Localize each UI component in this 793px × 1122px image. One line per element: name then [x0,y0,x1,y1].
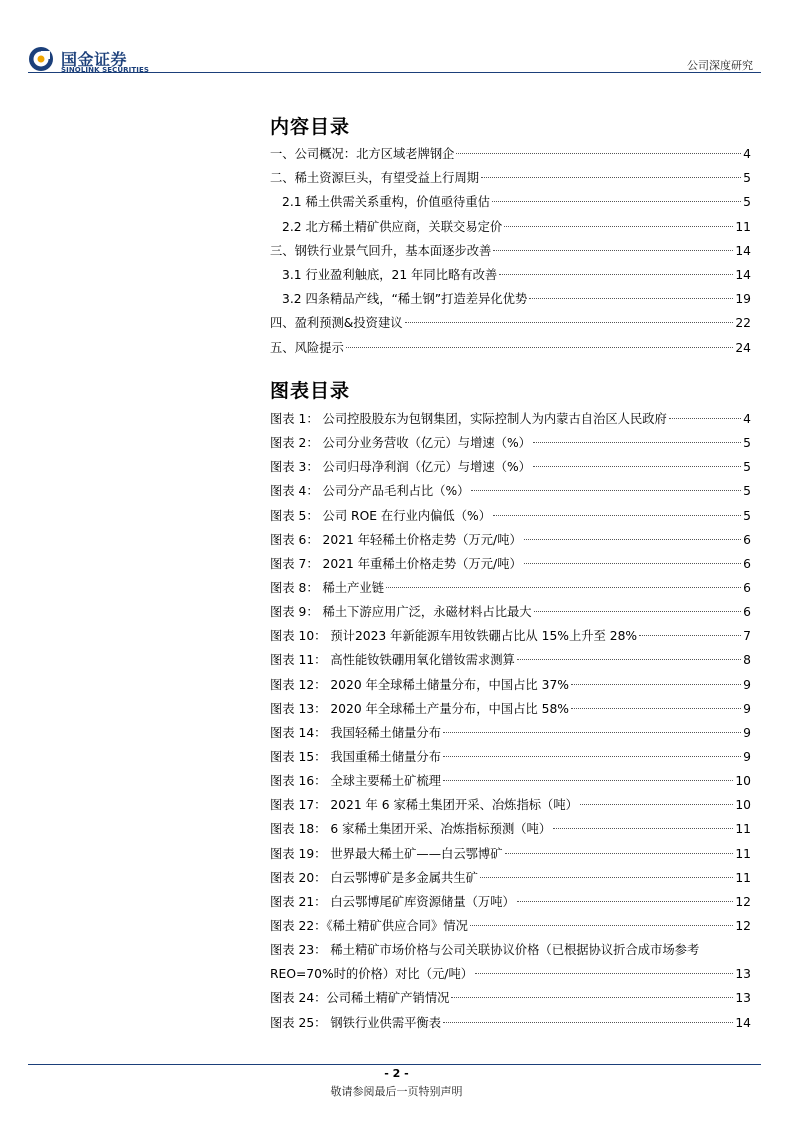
entry-page-number: 9 [743,677,751,692]
figure-entry[interactable] [270,721,751,745]
dot-leader [475,973,733,974]
figure-entry[interactable] [270,890,751,914]
entry-page-number: 11 [735,822,751,837]
page-header [0,0,793,80]
entry-page-number: 5 [743,436,751,451]
toc-entry[interactable] [270,142,751,166]
entry-label: 图表 3： 公司归母净利润（亿元）与增速（%） [270,460,531,475]
figure-entry[interactable] [270,914,751,938]
dot-leader [524,539,741,540]
dot-leader [481,177,741,178]
brand-name-en: SINOLINK SECURITIES [61,66,149,74]
entry-page-number: 4 [743,147,751,161]
entry-label: 2.2 北方稀土精矿供应商，关联交易定价 [282,219,503,234]
toc-entry[interactable] [270,215,751,239]
entry-label: 五、风险提示 [270,340,344,355]
figure-entry[interactable] [270,600,751,624]
entry-label: 图表 4： 公司分产品毛利占比（%） [270,484,470,499]
dot-leader [443,756,741,757]
figure-entry[interactable] [270,431,751,455]
entry-label: 图表 9： 稀土下游应用广泛，永磁材料占比最大 [270,605,532,620]
entry-page-number: 9 [743,701,751,716]
entry-label: 图表 16： 全球主要稀土矿梳理 [270,774,442,789]
footer-divider [28,1064,761,1065]
entry-label: 2.1 稀土供需关系重构，价值亟待重估 [282,195,490,210]
entry-label: 图表 11： 高性能钕铁硼用氧化镨钕需求测算 [270,653,515,668]
dot-leader [493,250,733,251]
entry-page-number: 24 [735,340,751,355]
figure-entry[interactable] [270,817,751,841]
entry-label: 图表 24：公司稀土精矿产销情况 [270,991,450,1006]
entry-page-number: 5 [743,460,751,475]
dot-leader [533,466,741,467]
entry-label: 图表 18： 6 家稀土集团开采、冶炼指标预测（吨） [270,822,552,837]
figure-entry[interactable] [270,842,751,866]
dot-leader [571,684,741,685]
figure-entry[interactable] [270,866,751,890]
page-number: - 2 - [384,1067,409,1080]
contents-list [270,142,751,360]
dot-leader [524,563,741,564]
dot-leader [517,659,741,660]
entry-label: 图表 13： 2020 年全球稀土产量分布，中国占比 58% [270,701,569,716]
entry-page-number: 11 [735,870,751,885]
entry-label: 图表 8： 稀土产业链 [270,580,385,595]
dot-leader [456,153,741,154]
entry-page-number: 13 [735,991,751,1006]
entry-page-number: 14 [735,267,751,282]
dot-leader [517,901,734,902]
dot-leader [553,828,733,829]
entry-label: 图表 17： 2021 年 6 家稀土集团开采、冶炼指标（吨） [270,798,578,813]
entry-page-number: 12 [735,918,751,933]
entry-page-number: 6 [743,605,751,620]
dot-leader [443,780,733,781]
entry-page-number: 22 [735,316,751,331]
entry-page-number: 6 [743,556,751,571]
entry-label: 图表 23： 稀土精矿市场价格与公司关联协议价格（已根据协议折合成市场参考 [270,943,700,958]
entry-label: 图表 19： 世界最大稀土矿——白云鄂博矿 [270,846,503,861]
entry-label: 图表 21： 白云鄂博尾矿库资源储量（万吨） [270,894,515,909]
figure-entry[interactable] [270,576,751,600]
entry-label: 图表 12： 2020 年全球稀土储量分布，中国占比 37% [270,677,569,692]
entry-label: 图表 5： 公司 ROE 在行业内偏低（%） [270,508,491,523]
toc-entry[interactable] [270,311,751,335]
entry-page-number: 13 [735,967,751,982]
toc-entry[interactable] [270,190,751,214]
entry-page-number: 5 [743,484,751,499]
entry-label-continued [270,962,751,986]
toc-entry[interactable] [270,263,751,287]
dot-leader [571,708,741,709]
figure-entry[interactable] [270,1011,751,1035]
brand-name-cn: 国金证券 [61,50,128,69]
dot-leader [505,853,734,854]
entry-page-number: 19 [735,292,751,307]
entry-label: 图表 15： 我国重稀土储量分布 [270,749,442,764]
toc-entry[interactable] [270,166,751,190]
entry-page-number: 12 [735,894,751,909]
dot-leader [499,274,733,275]
figure-entry[interactable] [270,769,751,793]
entry-page-number: 4 [743,412,751,426]
entry-page-number: 6 [743,580,751,595]
figure-entry[interactable] [270,648,751,672]
dot-leader [492,201,741,202]
figure-entry[interactable] [270,673,751,697]
figure-entry[interactable] [270,479,751,503]
figure-entry[interactable] [270,624,751,648]
entry-page-number: 5 [743,508,751,523]
entry-label: 3.1 行业盈利触底，21 年同比略有改善 [282,267,498,282]
dot-leader [443,1022,733,1023]
entry-label: 图表 1： 公司控股股东为包钢集团，实际控制人为内蒙古自治区人民政府 [270,412,667,426]
entry-label: 二、稀土资源巨头，有望受益上行周期 [270,171,480,186]
entry-label-line2: REO=70%时的价格）对比（元/吨） [270,967,474,982]
entry-page-number: 8 [743,653,751,668]
dot-leader [443,732,741,733]
figure-entry[interactable] [270,793,751,817]
entry-page-number: 5 [743,171,751,186]
dot-leader [471,490,741,491]
figure-entry[interactable] [270,528,751,552]
entry-page-number: 11 [735,846,751,861]
entry-label: 四、盈利预测&投资建议 [270,316,403,331]
dot-leader [346,347,734,348]
figure-entry[interactable] [270,455,751,479]
dot-leader [386,587,741,588]
header-divider [28,72,761,73]
toc-entry[interactable] [270,336,751,360]
entry-label: 三、钢铁行业景气回升，基本面逐步改善 [270,243,492,258]
figure-entry[interactable] [270,697,751,721]
dot-leader [405,322,734,323]
entry-page-number: 6 [743,532,751,547]
entry-page-number: 9 [743,725,751,740]
figures-list [270,407,751,1035]
entry-label: 图表 20： 白云鄂博矿是多金属共生矿 [270,870,478,885]
dot-leader [451,997,733,998]
figure-entry[interactable] [270,745,751,769]
figures-title: 图表目录 [270,380,351,402]
contents-title: 内容目录 [270,116,351,138]
toc-entry[interactable] [270,287,751,311]
document-type: 公司深度研究 [687,59,753,72]
entry-label: 图表 10： 预计2023 年新能源车用钕铁硼占比从 15%上升至 28% [270,629,638,644]
entry-page-number: 7 [743,629,751,644]
figure-entry[interactable] [270,407,751,431]
dot-leader [529,298,733,299]
entry-label: 图表 2： 公司分业务营收（亿元）与增速（%） [270,436,531,451]
dot-leader [470,925,733,926]
dot-leader [639,635,741,636]
figure-entry[interactable] [270,504,751,528]
dot-leader [533,442,741,443]
entry-label: 3.2 四条精品产线，“稀土钢”打造差异化优势 [282,292,528,307]
dot-leader [480,877,733,878]
entry-label: 一、公司概况：北方区域老牌钢企 [270,147,455,161]
dot-leader [669,418,741,419]
dot-leader [504,226,733,227]
entry-page-number: 10 [735,774,751,789]
dot-leader [580,804,733,805]
figure-entry[interactable] [270,986,751,1010]
entry-label: 图表 14： 我国轻稀土储量分布 [270,725,442,740]
toc-entry[interactable] [270,239,751,263]
entry-page-number: 11 [735,219,751,234]
figure-entry[interactable] [270,552,751,576]
entry-label: 图表 6： 2021 年轻稀土价格走势（万元/吨） [270,532,522,547]
entry-page-number: 14 [735,1015,751,1030]
entry-page-number: 14 [735,243,751,258]
sinolink-logo-icon [28,46,54,72]
entry-page-number: 9 [743,749,751,764]
figure-entry[interactable] [270,938,751,986]
entry-label: 图表 25： 钢铁行业供需平衡表 [270,1015,442,1030]
entry-page-number: 10 [735,798,751,813]
entry-label: 图表 7： 2021 年重稀土价格走势（万元/吨） [270,556,522,571]
dot-leader [534,611,742,612]
dot-leader [493,515,741,516]
footer-disclaimer: 敬请参阅最后一页特别声明 [330,1085,463,1098]
entry-label: 图表 22：《稀土精矿供应合同》情况 [270,918,468,933]
entry-page-number: 5 [743,195,751,210]
